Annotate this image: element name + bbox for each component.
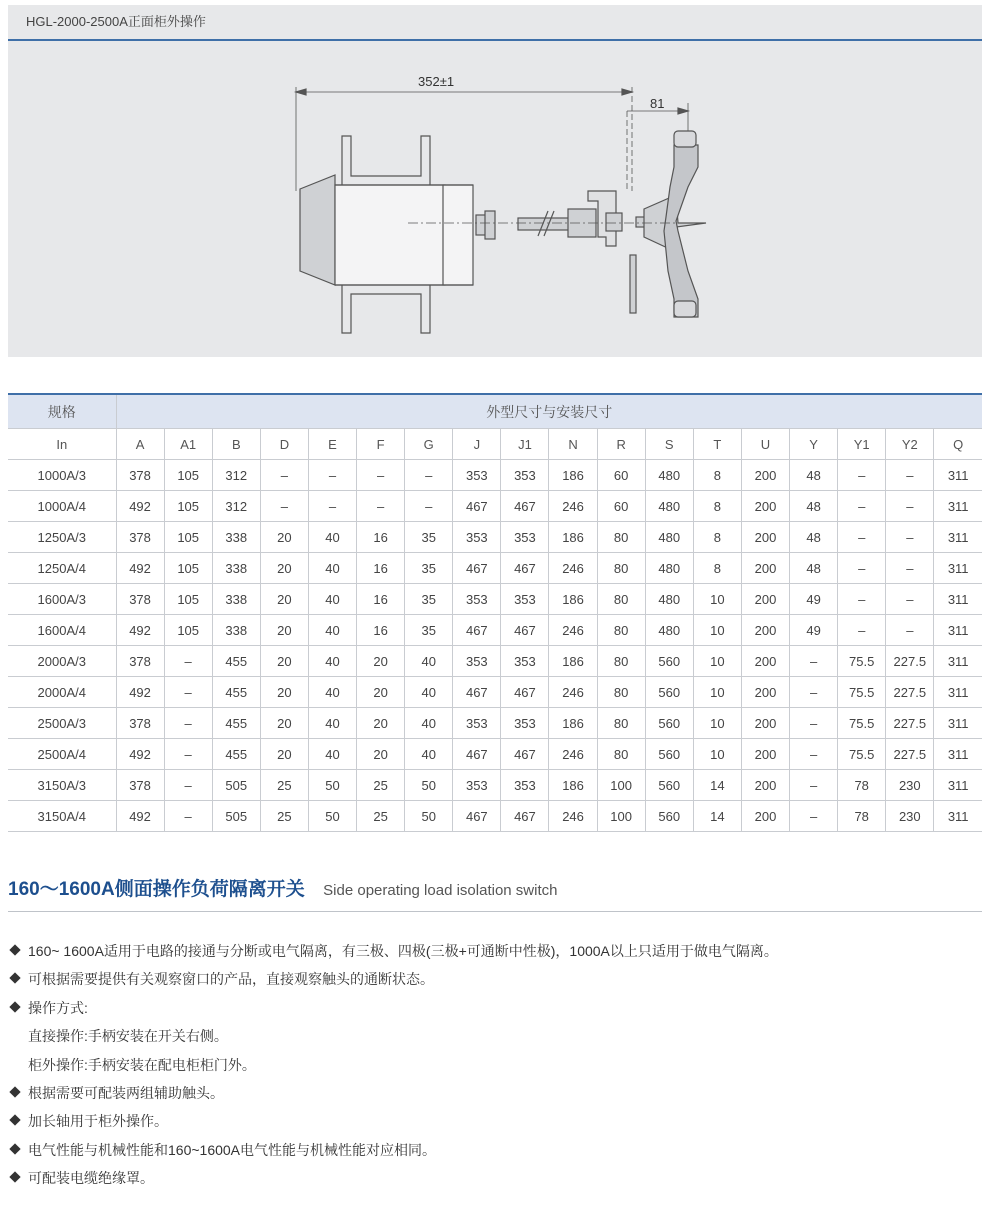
table-cell: 16 <box>357 615 405 646</box>
table-cell: 505 <box>212 801 260 832</box>
column-header: A1 <box>164 429 212 460</box>
table-cell: 16 <box>357 553 405 584</box>
table-cell: 311 <box>934 801 982 832</box>
row-spec-cell: 2500A/3 <box>8 708 116 739</box>
table-cell: 25 <box>260 801 308 832</box>
table-cell: 467 <box>453 553 501 584</box>
table-cell: – <box>164 770 212 801</box>
table-column-header-row <box>8 429 982 460</box>
feature-text: 操作方式: <box>28 999 88 1016</box>
table-cell: 49 <box>790 615 838 646</box>
table-cell: 48 <box>790 522 838 553</box>
table-cell: 78 <box>838 801 886 832</box>
section-title <box>8 874 982 912</box>
table-cell: 75.5 <box>838 677 886 708</box>
table-cell: – <box>357 460 405 491</box>
table-cell: 105 <box>164 491 212 522</box>
table-cell: 49 <box>790 584 838 615</box>
row-spec-cell: 1600A/3 <box>8 584 116 615</box>
table-cell: 35 <box>405 553 453 584</box>
column-header: R <box>597 429 645 460</box>
table-cell: 20 <box>260 522 308 553</box>
feature-item <box>8 1164 778 1192</box>
table-cell: 100 <box>597 801 645 832</box>
spec-table <box>8 393 982 832</box>
table-row <box>8 553 982 584</box>
row-spec-cell: 1000A/4 <box>8 491 116 522</box>
table-cell: 10 <box>693 615 741 646</box>
table-cell: 8 <box>693 460 741 491</box>
table-cell: 35 <box>405 584 453 615</box>
feature-item <box>8 965 778 993</box>
table-cell: – <box>790 677 838 708</box>
row-spec-cell: 3150A/4 <box>8 801 116 832</box>
table-cell: – <box>164 739 212 770</box>
table-cell: 8 <box>693 522 741 553</box>
column-header: Q <box>934 429 982 460</box>
table-cell: 200 <box>741 708 789 739</box>
table-cell: 311 <box>934 739 982 770</box>
table-cell: – <box>886 553 934 584</box>
drawing-title: HGL-2000-2500A正面柜外操作 <box>8 5 982 41</box>
diamond-bullet-icon <box>9 944 20 955</box>
table-cell: 353 <box>501 770 549 801</box>
table-cell: 480 <box>645 553 693 584</box>
feature-text: 可配装电缆绝缘罩。 <box>28 1170 154 1187</box>
column-header: N <box>549 429 597 460</box>
table-cell: 75.5 <box>838 739 886 770</box>
table-cell: 10 <box>693 646 741 677</box>
table-cell: 20 <box>260 584 308 615</box>
table-cell: 40 <box>308 677 356 708</box>
table-cell: 40 <box>308 646 356 677</box>
column-header: Y2 <box>886 429 934 460</box>
table-cell: 200 <box>741 460 789 491</box>
table-cell: 353 <box>501 584 549 615</box>
diamond-bullet-icon <box>9 1086 20 1097</box>
table-cell: – <box>838 584 886 615</box>
table-cell: 246 <box>549 801 597 832</box>
table-cell: 560 <box>645 739 693 770</box>
table-cell: – <box>790 708 838 739</box>
table-cell: 455 <box>212 708 260 739</box>
table-cell: 20 <box>260 677 308 708</box>
table-cell: 186 <box>549 522 597 553</box>
table-cell: 40 <box>308 739 356 770</box>
row-spec-cell: 1000A/3 <box>8 460 116 491</box>
table-cell: – <box>405 491 453 522</box>
table-cell: 467 <box>453 615 501 646</box>
table-cell: 230 <box>886 770 934 801</box>
table-cell: 467 <box>453 739 501 770</box>
table-cell: 200 <box>741 522 789 553</box>
table-cell: – <box>838 491 886 522</box>
table-cell: 492 <box>116 615 164 646</box>
table-cell: 50 <box>405 770 453 801</box>
table-cell: 378 <box>116 646 164 677</box>
table-cell: 353 <box>453 770 501 801</box>
table-cell: 227.5 <box>886 739 934 770</box>
table-cell: 20 <box>357 708 405 739</box>
table-cell: – <box>886 584 934 615</box>
table-cell: – <box>164 646 212 677</box>
table-row <box>8 770 982 801</box>
table-cell: 200 <box>741 615 789 646</box>
table-group-header-row <box>8 394 982 429</box>
section-title-zh: 160～1600A侧面操作负荷隔离开关 <box>8 879 305 900</box>
table-cell: 10 <box>693 584 741 615</box>
feature-text: 可根据需要提供有关观察窗口的产品，直接观察触头的通断状态。 <box>28 971 434 988</box>
table-cell: 80 <box>597 708 645 739</box>
table-cell: 48 <box>790 460 838 491</box>
table-cell: 100 <box>597 770 645 801</box>
table-cell: 105 <box>164 553 212 584</box>
table-cell: 311 <box>934 584 982 615</box>
table-cell: 60 <box>597 460 645 491</box>
table-cell: – <box>164 677 212 708</box>
table-cell: 200 <box>741 646 789 677</box>
table-cell: 50 <box>308 801 356 832</box>
table-row <box>8 677 982 708</box>
table-cell: 75.5 <box>838 708 886 739</box>
table-cell: 338 <box>212 584 260 615</box>
table-cell: 311 <box>934 522 982 553</box>
table-cell: – <box>838 522 886 553</box>
table-cell: 246 <box>549 615 597 646</box>
column-header: F <box>357 429 405 460</box>
table-cell: 378 <box>116 770 164 801</box>
table-cell: 200 <box>741 491 789 522</box>
table-cell: 246 <box>549 739 597 770</box>
column-header: E <box>308 429 356 460</box>
table-row <box>8 584 982 615</box>
column-header: A <box>116 429 164 460</box>
feature-item <box>8 1051 778 1079</box>
table-cell: 20 <box>357 677 405 708</box>
table-cell: 40 <box>405 646 453 677</box>
table-cell: 20 <box>260 708 308 739</box>
table-cell: 560 <box>645 770 693 801</box>
table-cell: – <box>308 460 356 491</box>
table-cell: 14 <box>693 770 741 801</box>
table-row <box>8 522 982 553</box>
column-header: J <box>453 429 501 460</box>
table-cell: – <box>838 460 886 491</box>
table-cell: 227.5 <box>886 677 934 708</box>
table-cell: 40 <box>308 553 356 584</box>
table-row <box>8 708 982 739</box>
table-cell: 492 <box>116 553 164 584</box>
feature-item <box>8 1136 778 1164</box>
table-cell: 560 <box>645 677 693 708</box>
table-cell: – <box>405 460 453 491</box>
feature-item <box>8 1107 778 1135</box>
table-cell: 80 <box>597 677 645 708</box>
row-spec-cell: 2500A/4 <box>8 739 116 770</box>
table-cell: 467 <box>501 615 549 646</box>
row-spec-cell: 2000A/4 <box>8 677 116 708</box>
table-cell: 186 <box>549 460 597 491</box>
diamond-bullet-icon <box>9 1115 20 1126</box>
table-cell: 311 <box>934 553 982 584</box>
table-cell: 105 <box>164 460 212 491</box>
table-cell: 467 <box>453 491 501 522</box>
column-header: S <box>645 429 693 460</box>
table-cell: 80 <box>597 553 645 584</box>
table-cell: 338 <box>212 615 260 646</box>
table-cell: 246 <box>549 553 597 584</box>
table-cell: 467 <box>501 553 549 584</box>
table-row <box>8 646 982 677</box>
table-row <box>8 491 982 522</box>
table-cell: 353 <box>501 460 549 491</box>
table-cell: 492 <box>116 491 164 522</box>
table-cell: – <box>164 801 212 832</box>
row-spec-cell: 2000A/3 <box>8 646 116 677</box>
table-cell: 8 <box>693 553 741 584</box>
table-cell: 455 <box>212 739 260 770</box>
feature-text: 电气性能与机械性能和160~1600A电气性能与机械性能对应相同。 <box>28 1141 437 1158</box>
table-cell: 48 <box>790 553 838 584</box>
table-cell: 80 <box>597 615 645 646</box>
feature-text: 160~ 1600A适用于电路的接通与分断或电气隔离，有三极、四极(三极+可通断中性极)，1000A以上只适用于做电气隔离。 <box>28 943 778 959</box>
table-cell: 353 <box>501 646 549 677</box>
table-cell: 480 <box>645 522 693 553</box>
table-cell: 40 <box>308 708 356 739</box>
table-cell: 311 <box>934 677 982 708</box>
table-cell: 353 <box>453 646 501 677</box>
table-cell: 200 <box>741 584 789 615</box>
table-cell: 353 <box>453 522 501 553</box>
table-cell: 10 <box>693 677 741 708</box>
table-cell: 246 <box>549 491 597 522</box>
table-cell: 25 <box>357 801 405 832</box>
table-cell: 455 <box>212 646 260 677</box>
table-cell: 35 <box>405 522 453 553</box>
table-cell: 8 <box>693 491 741 522</box>
table-cell: – <box>308 491 356 522</box>
table-cell: 20 <box>260 739 308 770</box>
table-cell: 560 <box>645 801 693 832</box>
table-cell: 25 <box>357 770 405 801</box>
table-cell: 60 <box>597 491 645 522</box>
table-cell: 353 <box>453 708 501 739</box>
table-row <box>8 615 982 646</box>
table-cell: 480 <box>645 615 693 646</box>
table-cell: 20 <box>357 739 405 770</box>
table-cell: 40 <box>405 677 453 708</box>
table-cell: 200 <box>741 770 789 801</box>
table-cell: 105 <box>164 615 212 646</box>
table-cell: 311 <box>934 460 982 491</box>
table-body <box>8 460 982 832</box>
table-cell: – <box>838 615 886 646</box>
table-cell: 227.5 <box>886 708 934 739</box>
diamond-bullet-icon <box>9 1171 20 1182</box>
table-cell: 467 <box>501 491 549 522</box>
table-cell: – <box>260 491 308 522</box>
table-cell: 378 <box>116 460 164 491</box>
table-cell: 40 <box>308 584 356 615</box>
table-cell: 312 <box>212 491 260 522</box>
column-header: Y1 <box>838 429 886 460</box>
table-cell: – <box>357 491 405 522</box>
column-header: D <box>260 429 308 460</box>
feature-text: 根据需要可配装两组辅助触头。 <box>28 1084 224 1101</box>
table-cell: 492 <box>116 677 164 708</box>
table-cell: 480 <box>645 491 693 522</box>
table-cell: – <box>886 522 934 553</box>
table-cell: 230 <box>886 801 934 832</box>
table-cell: 227.5 <box>886 646 934 677</box>
table-cell: 186 <box>549 708 597 739</box>
table-cell: – <box>790 739 838 770</box>
table-cell: 50 <box>308 770 356 801</box>
table-cell: 480 <box>645 584 693 615</box>
table-cell: 378 <box>116 584 164 615</box>
feature-text: 直接操作:手柄安装在开关右侧。 <box>28 1028 228 1045</box>
feature-item <box>8 1022 778 1050</box>
feature-text: 柜外操作:手柄安装在配电柜柜门外。 <box>28 1056 256 1073</box>
table-cell: 40 <box>405 708 453 739</box>
table-cell: 200 <box>741 801 789 832</box>
column-header: T <box>693 429 741 460</box>
table-cell: 378 <box>116 708 164 739</box>
table-row <box>8 739 982 770</box>
table-cell: 20 <box>260 646 308 677</box>
diamond-bullet-icon <box>9 973 20 984</box>
table-cell: 48 <box>790 491 838 522</box>
table-cell: 311 <box>934 491 982 522</box>
table-cell: 353 <box>453 584 501 615</box>
table-cell: 246 <box>549 677 597 708</box>
table-cell: 467 <box>501 677 549 708</box>
table-cell: 560 <box>645 646 693 677</box>
table-cell: 40 <box>405 739 453 770</box>
column-header: G <box>405 429 453 460</box>
table-cell: 16 <box>357 522 405 553</box>
table-cell: 20 <box>260 615 308 646</box>
section-title-en: Side operating load isolation switch <box>323 882 558 899</box>
row-spec-cell: 1250A/3 <box>8 522 116 553</box>
column-header: Y <box>790 429 838 460</box>
table-cell: 80 <box>597 522 645 553</box>
table-cell: 505 <box>212 770 260 801</box>
column-header: J1 <box>501 429 549 460</box>
row-spec-cell: 1600A/4 <box>8 615 116 646</box>
table-cell: – <box>886 491 934 522</box>
table-cell: 200 <box>741 739 789 770</box>
table-row <box>8 460 982 491</box>
technical-drawing <box>8 41 982 357</box>
table-cell: 338 <box>212 522 260 553</box>
diamond-bullet-icon <box>9 1143 20 1154</box>
table-cell: 467 <box>501 801 549 832</box>
table-cell: 105 <box>164 584 212 615</box>
table-cell: 25 <box>260 770 308 801</box>
table-cell: – <box>790 770 838 801</box>
table-cell: 80 <box>597 739 645 770</box>
table-cell: – <box>838 553 886 584</box>
row-spec-cell: 3150A/3 <box>8 770 116 801</box>
column-header: B <box>212 429 260 460</box>
table-cell: 35 <box>405 615 453 646</box>
table-cell: 353 <box>501 522 549 553</box>
table-cell: 20 <box>260 553 308 584</box>
table-cell: 455 <box>212 677 260 708</box>
table-cell: 10 <box>693 708 741 739</box>
table-cell: 186 <box>549 646 597 677</box>
row-spec-cell: 1250A/4 <box>8 553 116 584</box>
table-cell: 75.5 <box>838 646 886 677</box>
table-cell: 200 <box>741 677 789 708</box>
diamond-bullet-icon <box>9 1001 20 1012</box>
table-cell: – <box>886 460 934 491</box>
table-cell: – <box>260 460 308 491</box>
table-cell: 186 <box>549 770 597 801</box>
table-cell: 311 <box>934 708 982 739</box>
table-cell: 560 <box>645 708 693 739</box>
table-cell: 492 <box>116 801 164 832</box>
table-cell: 353 <box>501 708 549 739</box>
table-row <box>8 801 982 832</box>
table-cell: 78 <box>838 770 886 801</box>
table-cell: 311 <box>934 615 982 646</box>
table-cell: 14 <box>693 801 741 832</box>
table-cell: 353 <box>453 460 501 491</box>
table-cell: 16 <box>357 584 405 615</box>
table-cell: 20 <box>357 646 405 677</box>
table-cell: 467 <box>453 801 501 832</box>
table-cell: – <box>790 801 838 832</box>
table-cell: 311 <box>934 770 982 801</box>
table-cell: – <box>790 646 838 677</box>
table-cell: – <box>886 615 934 646</box>
column-header: U <box>741 429 789 460</box>
table-cell: 186 <box>549 584 597 615</box>
table-cell: 338 <box>212 553 260 584</box>
table-cell: 467 <box>501 739 549 770</box>
table-cell: 467 <box>453 677 501 708</box>
feature-text: 加长轴用于柜外操作。 <box>28 1113 168 1130</box>
table-cell: 480 <box>645 460 693 491</box>
table-cell: 378 <box>116 522 164 553</box>
feature-item <box>8 994 778 1022</box>
table-cell: 80 <box>597 646 645 677</box>
table-cell: 50 <box>405 801 453 832</box>
dimension-overall: 352±1 <box>418 74 455 89</box>
table-cell: 105 <box>164 522 212 553</box>
drawing-panel <box>8 5 982 357</box>
table-cell: – <box>164 708 212 739</box>
dimension-handle: 81 <box>650 96 665 111</box>
dimensions-group-header: 外型尺寸与安装尺寸 <box>116 394 982 429</box>
table-cell: 10 <box>693 739 741 770</box>
table-cell: 311 <box>934 646 982 677</box>
feature-item <box>8 937 778 965</box>
feature-item <box>8 1079 778 1107</box>
table-cell: 312 <box>212 460 260 491</box>
table-cell: 40 <box>308 615 356 646</box>
table-cell: 200 <box>741 553 789 584</box>
column-header: In <box>8 429 116 460</box>
table-cell: 492 <box>116 739 164 770</box>
spec-column-header: 规格 <box>8 394 116 429</box>
table-cell: 80 <box>597 584 645 615</box>
table-cell: 40 <box>308 522 356 553</box>
feature-list <box>8 937 778 1193</box>
